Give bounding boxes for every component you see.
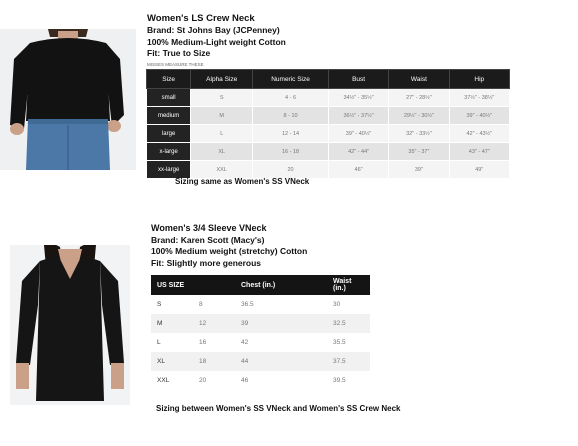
product2-sizing-note: Sizing between Women's SS VNeck and Women's SS Crew Neck bbox=[156, 404, 401, 413]
table-cell: 39.5 bbox=[333, 377, 346, 384]
table-cell: 36½" - 37½" bbox=[328, 107, 388, 125]
size-cell: small bbox=[147, 89, 191, 107]
table-cell: 46" bbox=[328, 161, 388, 179]
product2-title: Women's 3/4 Sleeve VNeck bbox=[151, 223, 267, 233]
table-cell: 35" - 37" bbox=[389, 143, 449, 161]
table-cell: 43" - 47" bbox=[449, 143, 509, 161]
vneck-shirt-image bbox=[10, 245, 130, 405]
table-cell: 37½" - 38½" bbox=[449, 89, 509, 107]
table-cell: 32" - 33½" bbox=[389, 125, 449, 143]
table-cell: 16 bbox=[199, 339, 207, 346]
table-cell: M bbox=[151, 314, 193, 333]
table-cell: 42" - 43½" bbox=[449, 125, 509, 143]
column-header: Numeric Size bbox=[253, 70, 329, 89]
table-cell: 29½" - 30½" bbox=[389, 107, 449, 125]
table-cell: 37.5 bbox=[327, 352, 370, 371]
table-cell: 8 bbox=[199, 301, 203, 308]
column-header: Alpha Size bbox=[191, 70, 253, 89]
table-header-row bbox=[151, 275, 370, 295]
table-cell: 42 bbox=[241, 339, 249, 346]
table-cell: 39 bbox=[235, 314, 327, 333]
table-cell: 35.5 bbox=[333, 339, 346, 346]
table-cell: L bbox=[191, 125, 253, 143]
product2-fabric: 100% Medium weight (stretchy) Cotton bbox=[151, 246, 308, 256]
product2-info bbox=[151, 223, 307, 269]
table-row bbox=[147, 161, 510, 179]
table-cell: 46 bbox=[241, 377, 249, 384]
product2-brand: Brand: Karen Scott (Macy's) bbox=[151, 234, 265, 245]
table-row bbox=[151, 314, 370, 333]
column-header: Waist bbox=[389, 70, 449, 89]
chart-note: MISSES MEASURE THESE bbox=[147, 62, 204, 67]
table-cell: 39" - 40½" bbox=[328, 125, 388, 143]
table-cell: XXL bbox=[157, 377, 170, 384]
table-cell: 36.5 bbox=[241, 301, 254, 308]
table-row bbox=[147, 89, 510, 107]
product1-fabric: 100% Medium-Light weight Cotton bbox=[147, 36, 286, 47]
size-cell: large bbox=[147, 125, 191, 143]
column-header: Bust bbox=[328, 70, 388, 89]
table-cell: 20 bbox=[253, 161, 329, 179]
table-row bbox=[151, 295, 370, 314]
table-row bbox=[147, 125, 510, 143]
table-row bbox=[151, 371, 370, 390]
column-header: Size bbox=[147, 70, 191, 89]
table-cell: XXL bbox=[191, 161, 253, 179]
product-photo-crew-neck bbox=[0, 29, 136, 170]
table-cell: M bbox=[191, 107, 253, 125]
size-cell: medium bbox=[147, 107, 191, 125]
column-header: Hip bbox=[449, 70, 509, 89]
table-cell: 18 bbox=[193, 352, 235, 371]
table-cell: 8 - 10 bbox=[253, 107, 329, 125]
table-cell: 49" bbox=[449, 161, 509, 179]
column-header: Waist (in.) bbox=[327, 275, 370, 295]
table-cell: XL bbox=[151, 352, 193, 371]
table-cell: 32.5 bbox=[327, 314, 370, 333]
product1-title: Women's LS Crew Neck bbox=[147, 13, 255, 24]
product1-sizing-note: Sizing same as Women's SS VNeck bbox=[175, 177, 310, 186]
table-cell: S bbox=[191, 89, 253, 107]
column-header bbox=[193, 275, 235, 295]
table-cell: S bbox=[157, 301, 162, 308]
table-cell: 20 bbox=[199, 377, 207, 384]
size-chart-vneck bbox=[151, 275, 370, 390]
product1-brand: Brand: St Johns Bay (JCPenney) bbox=[147, 25, 280, 35]
table-cell: 44 bbox=[235, 352, 327, 371]
column-header: Chest (in.) bbox=[235, 275, 327, 295]
table-cell: 34½" - 35½" bbox=[328, 89, 388, 107]
table-cell: L bbox=[157, 339, 161, 346]
table-header-row bbox=[147, 70, 510, 89]
table-cell: 39" - 40½" bbox=[449, 107, 509, 125]
table-cell: 16 - 18 bbox=[253, 143, 329, 161]
table-cell: 12 - 14 bbox=[253, 125, 329, 143]
table-cell: 4 - 6 bbox=[253, 89, 329, 107]
size-cell: x-large bbox=[147, 143, 191, 161]
crew-neck-shirt-image bbox=[0, 29, 136, 170]
table-cell: 12 bbox=[193, 314, 235, 333]
table-row bbox=[151, 333, 370, 352]
table-cell: 30 bbox=[333, 301, 341, 308]
table-cell: 42" - 44" bbox=[328, 143, 388, 161]
product1-info bbox=[147, 12, 286, 60]
size-chart-crew-neck bbox=[146, 69, 510, 179]
table-cell: XL bbox=[191, 143, 253, 161]
table-row bbox=[147, 143, 510, 161]
column-header: US SIZE bbox=[151, 275, 193, 295]
table-row bbox=[151, 352, 370, 371]
table-cell: 27" - 28½" bbox=[389, 89, 449, 107]
table-row bbox=[147, 107, 510, 125]
table-cell: 39" bbox=[389, 161, 449, 179]
product-photo-vneck bbox=[10, 245, 130, 405]
product1-fit: Fit: True to Size bbox=[147, 48, 211, 58]
product2-fit: Fit: Slightly more generous bbox=[151, 257, 262, 268]
size-cell: xx-large bbox=[147, 161, 191, 179]
